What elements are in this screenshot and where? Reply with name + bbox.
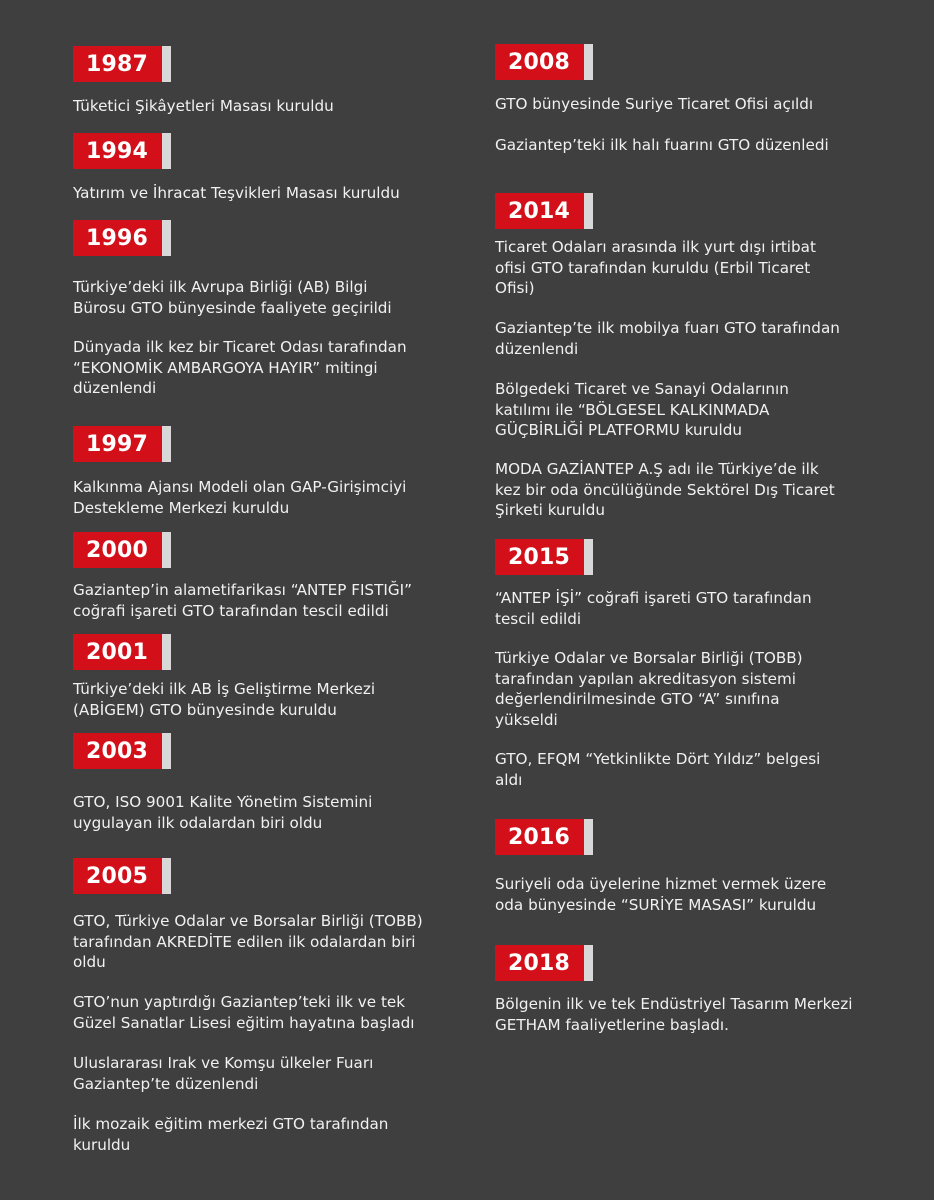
year-badge-2018 <box>495 945 593 981</box>
year-label: 1987 <box>73 46 162 82</box>
event-text: Yatırım ve İhracat Teşvikleri Masası kuruldu <box>73 184 400 202</box>
event-text: Türkiye’deki ilk Avrupa Birliği (AB) Bilgi Bürosu GTO bünyesinde faaliyete geçirildi <box>73 278 392 317</box>
event-text: Suriyeli oda üyelerine hizmet vermek üzere oda bünyesinde “SURİYE MASASI” kuruldu <box>495 875 827 914</box>
event-text: GTO, EFQM “Yetkinlikte Dört Yıldız” belgesi aldı <box>495 750 821 789</box>
year-label: 2001 <box>73 634 162 670</box>
year-label: 2005 <box>73 858 162 894</box>
badge-stripe <box>162 858 171 894</box>
badge-stripe <box>162 46 171 82</box>
year-label: 2000 <box>73 532 162 568</box>
year-label: 2008 <box>495 44 584 80</box>
event-text: GTO’nun yaptırdığı Gaziantep’teki ilk ve tek Güzel Sanatlar Lisesi eğitim hayatına başladı <box>73 993 415 1032</box>
year-badge-2016 <box>495 819 593 855</box>
badge-stripe <box>162 733 171 769</box>
event-text: GTO bünyesinde Suriye Ticaret Ofisi açıldı <box>495 95 814 113</box>
year-badge-2003 <box>73 733 171 769</box>
year-badge-1987 <box>73 46 171 82</box>
year-label: 2016 <box>495 819 584 855</box>
event-text: Ticaret Odaları arasında ilk yurt dışı irtibat ofisi GTO tarafından kuruldu (Erbil Ticaret Ofisi) <box>495 238 816 297</box>
year-label: 1994 <box>73 133 162 169</box>
event-text: MODA GAZİANTEP A.Ş adı ile Türkiye’de ilk kez bir oda öncülüğünde Sektörel Dış Ticaret Şirketi kuruldu <box>495 460 835 519</box>
event-text: İlk mozaik eğitim merkezi GTO tarafından kuruldu <box>73 1115 389 1154</box>
event-text: Türkiye’deki ilk AB İş Geliştirme Merkezi (ABİGEM) GTO bünyesinde kuruldu <box>73 680 376 719</box>
event-text: Türkiye Odalar ve Borsalar Birliği (TOBB) tarafından yapılan akreditasyon sistemi değerlendirilmesinde GTO “A” sınıfına yükseldi <box>495 649 803 729</box>
year-label: 1997 <box>73 426 162 462</box>
event-text: Uluslararası Irak ve Komşu ülkeler Fuarı Gaziantep’te düzenlendi <box>73 1054 374 1093</box>
event-text: Gaziantep’te ilk mobilya fuarı GTO tarafından düzenlendi <box>495 319 840 358</box>
year-badge-2001 <box>73 634 171 670</box>
event-text: GTO, ISO 9001 Kalite Yönetim Sistemini uygulayan ilk odalardan biri oldu <box>73 793 373 832</box>
badge-stripe <box>584 193 593 229</box>
year-badge-1996 <box>73 220 171 256</box>
event-text: Bölgenin ilk ve tek Endüstriyel Tasarım Merkezi GETHAM faaliyetlerine başladı. <box>495 995 853 1034</box>
event-text: Bölgedeki Ticaret ve Sanayi Odalarının katılımı ile “BÖLGESEL KALKINMADA GÜÇBİRLİĞİ PLATFORMU kuruldu <box>495 380 789 439</box>
year-badge-2005 <box>73 858 171 894</box>
year-badge-1997 <box>73 426 171 462</box>
badge-stripe <box>584 44 593 80</box>
event-text: Gaziantep’teki ilk halı fuarını GTO düzenledi <box>495 136 829 154</box>
event-text: Gaziantep’in alametifarikası “ANTEP FISTIĞI” coğrafi işareti GTO tarafından tescil edildi <box>73 581 412 620</box>
year-badge-2008 <box>495 44 593 80</box>
year-badge-1994 <box>73 133 171 169</box>
event-text: Dünyada ilk kez bir Ticaret Odası tarafından “EKONOMİK AMBARGOYA HAYIR” mitingi düzenlendi <box>73 338 407 397</box>
year-badge-2015 <box>495 539 593 575</box>
year-badge-2014 <box>495 193 593 229</box>
badge-stripe <box>162 532 171 568</box>
year-label: 2018 <box>495 945 584 981</box>
year-label: 2003 <box>73 733 162 769</box>
badge-stripe <box>162 133 171 169</box>
badge-stripe <box>584 539 593 575</box>
badge-stripe <box>584 945 593 981</box>
event-text: Kalkınma Ajansı Modeli olan GAP-Girişimciyi Destekleme Merkezi kuruldu <box>73 478 407 517</box>
year-label: 2014 <box>495 193 584 229</box>
year-label: 1996 <box>73 220 162 256</box>
year-badge-2000 <box>73 532 171 568</box>
badge-stripe <box>584 819 593 855</box>
badge-stripe <box>162 220 171 256</box>
badge-stripe <box>162 426 171 462</box>
event-text: “ANTEP İŞİ” coğrafi işareti GTO tarafından tescil edildi <box>495 589 812 628</box>
badge-stripe <box>162 634 171 670</box>
year-label: 2015 <box>495 539 584 575</box>
event-text: GTO, Türkiye Odalar ve Borsalar Birliği (TOBB) tarafından AKREDİTE edilen ilk odalardan biri oldu <box>73 912 423 971</box>
event-text: Tüketici Şikâyetleri Masası kuruldu <box>73 97 334 115</box>
